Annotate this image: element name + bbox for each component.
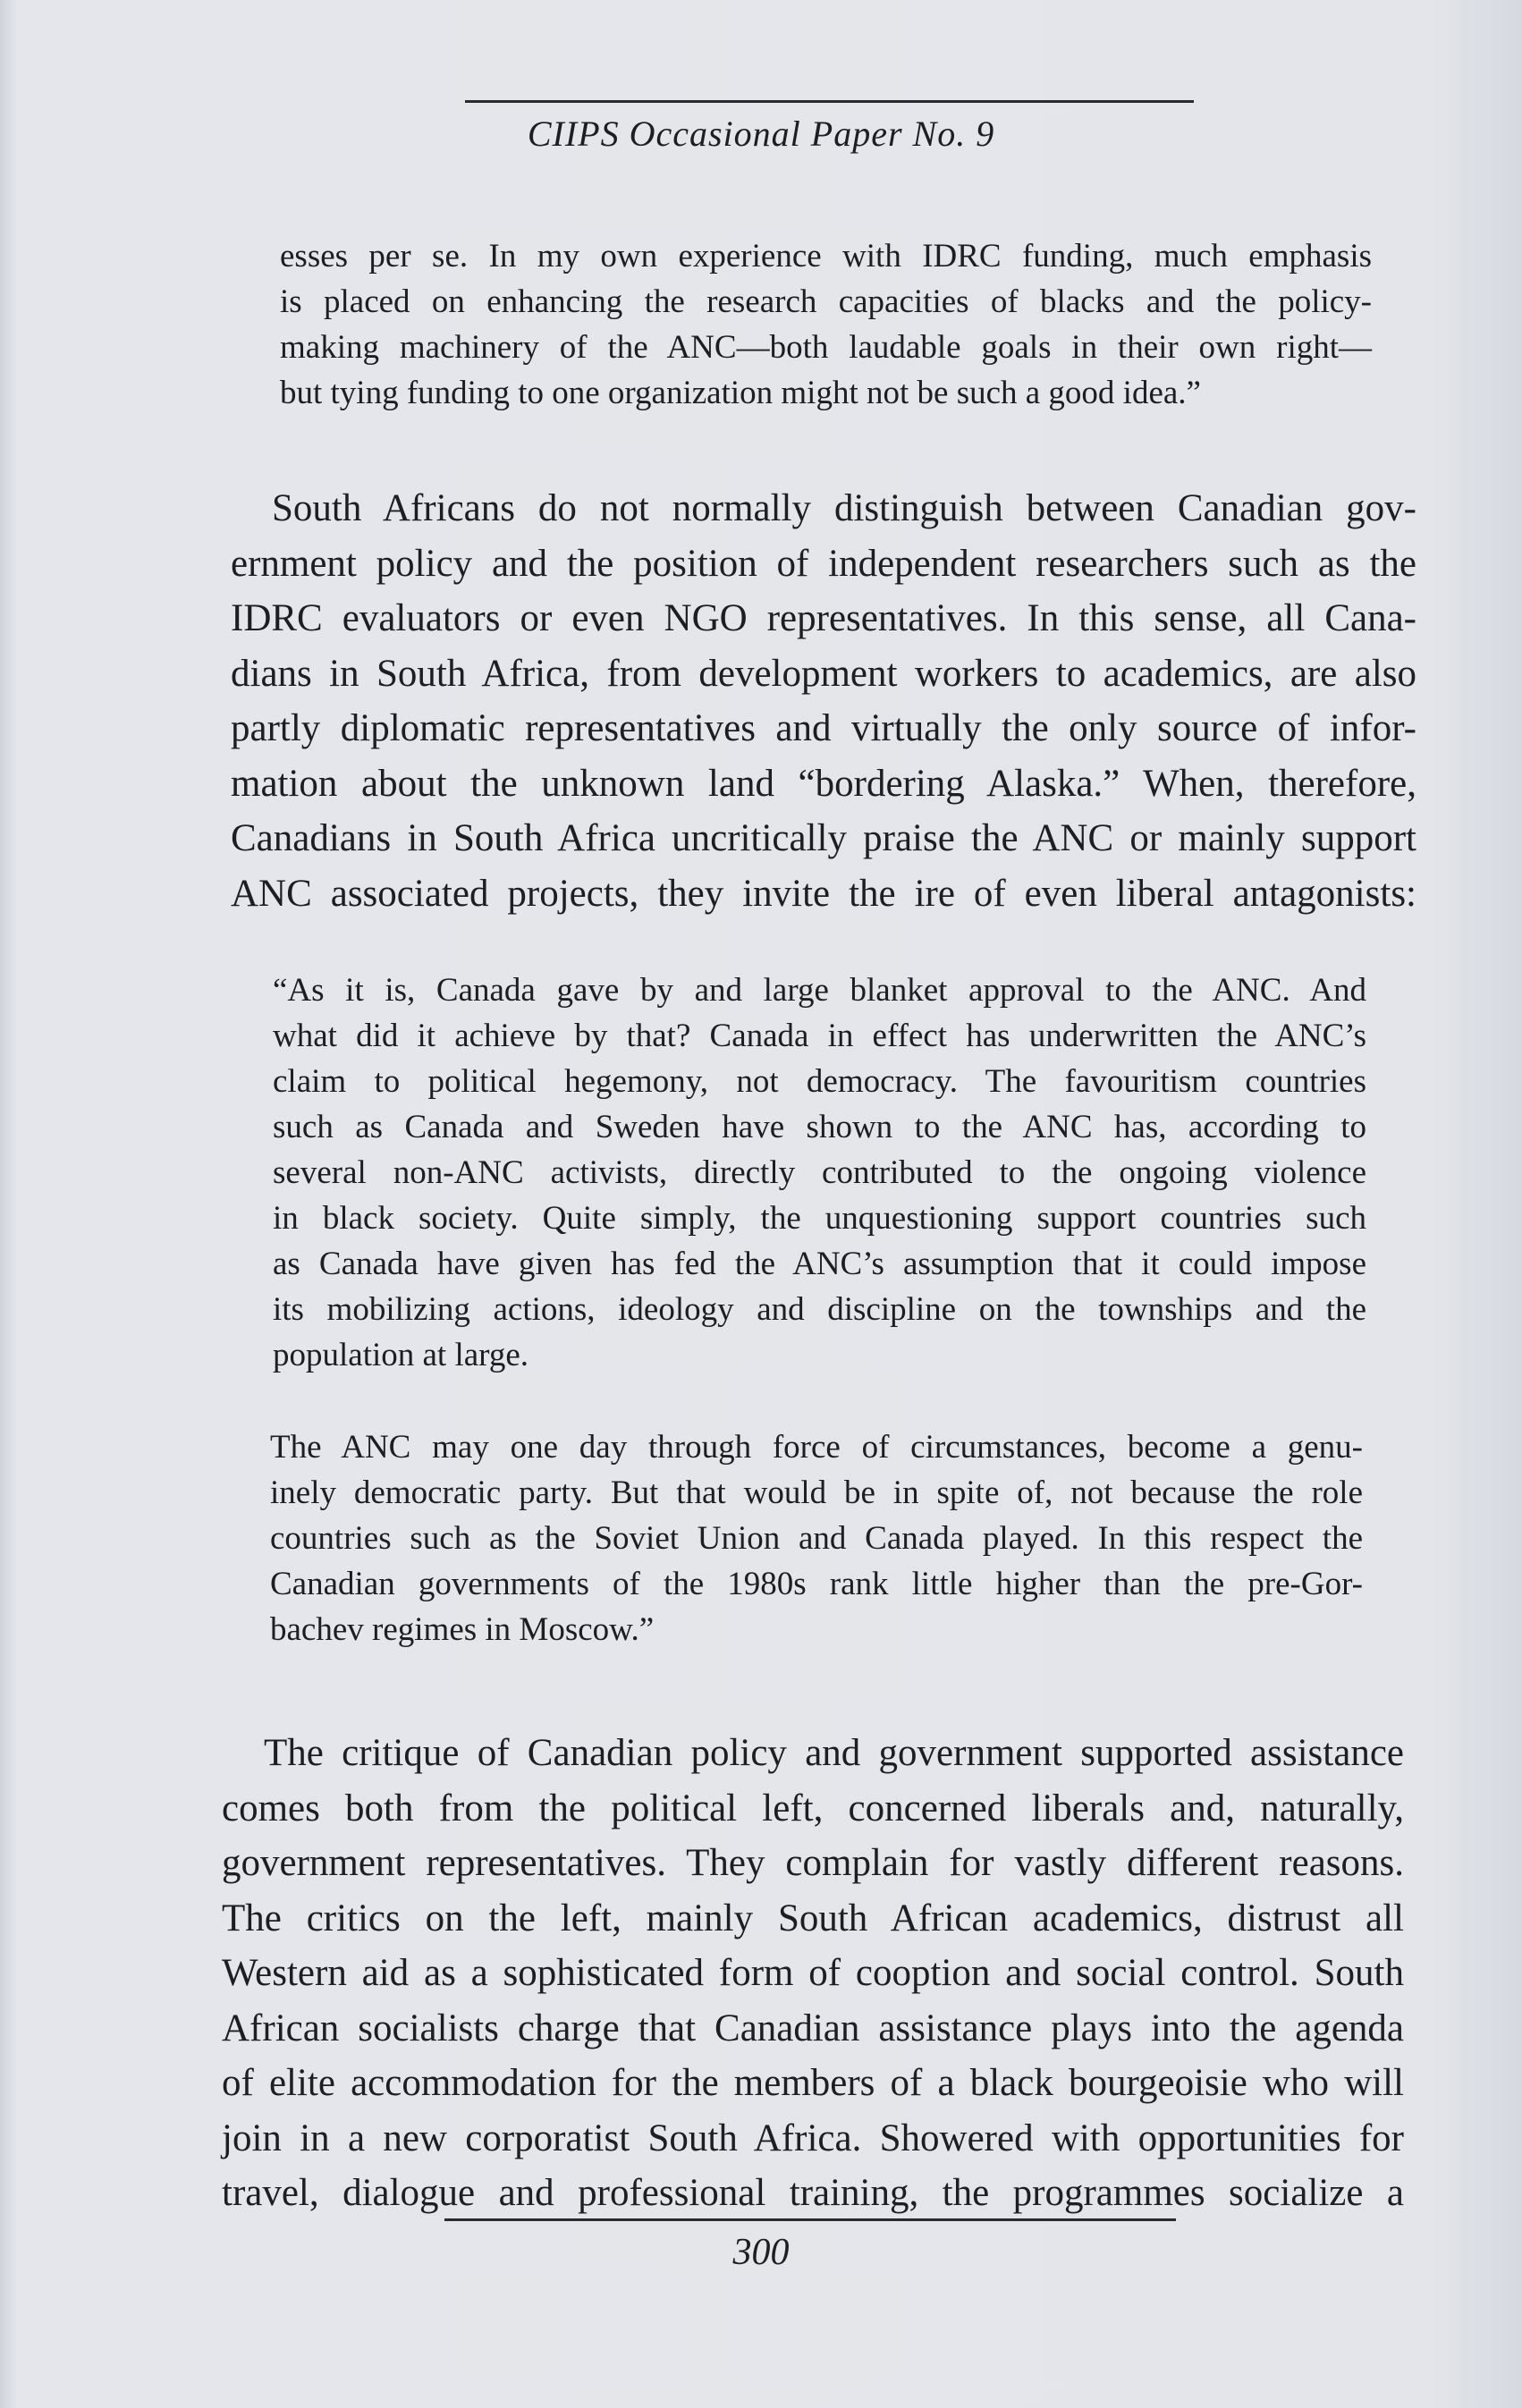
running-head: CIIPS Occasional Paper No. 9	[527, 114, 995, 154]
quote-two-line: population at large.	[273, 1337, 528, 1373]
quote-one-line: but tying funding to one organization might not be such a good idea.”	[280, 375, 1201, 411]
quote-one-line: esses per se. In my own experience with IDRC funding, much emphasis	[280, 238, 1372, 275]
quote-three-line: countries such as the Soviet Union and Canada played. In this respect the	[270, 1520, 1363, 1557]
quote-two-line: several non-ANC activists, directly contributed to the ongoing violence	[273, 1154, 1366, 1191]
paragraph-one-line: ernment policy and the position of independent researchers such as the	[231, 542, 1416, 585]
quote-two-line: such as Canada and Sweden have shown to the ANC has, according to	[273, 1109, 1366, 1145]
quote-two-line: “As it is, Canada gave by and large blanket approval to the ANC. And	[273, 972, 1366, 1009]
quote-three-line: The ANC may one day through force of circumstances, become a genu-	[270, 1429, 1363, 1466]
paragraph-one-line: ANC associated projects, they invite the ire of even liberal antagonists:	[231, 872, 1416, 915]
paragraph-one-line: Canadians in South Africa uncritically praise the ANC or mainly support	[231, 817, 1416, 859]
paragraph-one-line: mation about the unknown land “bordering Alaska.” When, therefore,	[231, 762, 1416, 805]
quote-three-line: Canadian governments of the 1980s rank little higher than the pre-Gor-	[270, 1566, 1363, 1602]
paragraph-two-line: African socialists charge that Canadian assistance plays into the agenda	[222, 2007, 1404, 2049]
paragraph-two-line: The critics on the left, mainly South African academics, distrust all	[222, 1897, 1404, 1939]
paragraph-two-line: The critique of Canadian policy and government supported assistance	[264, 1732, 1404, 1774]
paragraph-two-line: government representatives. They complain for vastly different reasons.	[222, 1842, 1404, 1884]
quote-one-line: is placed on enhancing the research capacities of blacks and the policy-	[280, 283, 1372, 320]
quote-three	[270, 1424, 1363, 1652]
quote-three-line: bachev regimes in Moscow.”	[270, 1611, 655, 1648]
quote-three-line: inely democratic party. But that would be in spite of, not because the role	[270, 1474, 1363, 1511]
footer-rule	[444, 2218, 1176, 2221]
quote-one	[280, 233, 1372, 416]
header-rule	[465, 100, 1194, 103]
quote-two-line: what did it achieve by that? Canada in effect has underwritten the ANC’s	[273, 1018, 1366, 1054]
paragraph-one-line: partly diplomatic representatives and virtually the only source of infor-	[231, 707, 1416, 749]
paragraph-one	[231, 481, 1416, 921]
quote-two-line: as Canada have given has fed the ANC’s assumption that it could impose	[273, 1246, 1366, 1282]
paragraph-two-line: travel, dialogue and professional training, the programmes socialize a	[222, 2172, 1404, 2214]
paragraph-two-line: join in a new corporatist South Africa. Showered with opportunities for	[222, 2117, 1404, 2159]
page-number: 300	[732, 2232, 790, 2273]
quote-two-line: claim to political hegemony, not democracy. The favouritism countries	[273, 1063, 1366, 1100]
paragraph-two-line: Western aid as a sophisticated form of cooption and social control. South	[222, 1952, 1404, 1994]
quote-two-line: its mobilizing actions, ideology and discipline on the townships and the	[273, 1291, 1366, 1328]
paragraph-two-line: comes both from the political left, concerned liberals and, naturally,	[222, 1787, 1404, 1829]
paragraph-one-line: South Africans do not normally distinguish between Canadian gov-	[272, 487, 1416, 529]
paragraph-two	[222, 1726, 1404, 2221]
paragraph-one-line: dians in South Africa, from development workers to academics, are also	[231, 652, 1416, 695]
paragraph-two-line: of elite accommodation for the members of a black bourgeoisie who will	[222, 2062, 1404, 2104]
paragraph-one-line: IDRC evaluators or even NGO representatives. In this sense, all Cana-	[231, 597, 1416, 639]
quote-one-line: making machinery of the ANC—both laudable goals in their own right—	[280, 329, 1372, 366]
quote-two-line: in black society. Quite simply, the unquestioning support countries such	[273, 1200, 1366, 1237]
quote-two	[273, 967, 1366, 1378]
